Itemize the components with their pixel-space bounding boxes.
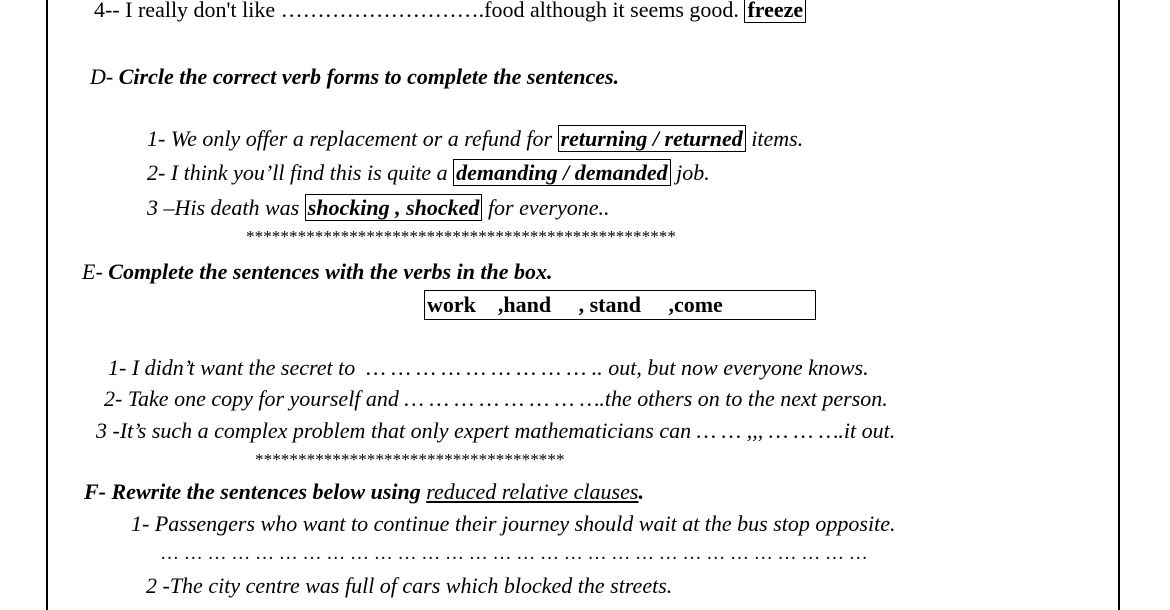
item-text: 1- We only offer a replacement or a refund for	[147, 126, 558, 151]
section-e-instruction: Complete the sentences with the verbs in the box.	[108, 259, 553, 284]
verb-word-box: work ,hand , stand ,come	[424, 290, 816, 320]
item-4-text: 4-- I really don't like ……………………….food although it seems good.	[94, 0, 745, 22]
item-text: 3 –His death was	[147, 195, 305, 220]
section-e-item-2: 2- Take one copy for yourself and … … … … … … … ….the others on to the next person.	[104, 386, 888, 411]
page-border-right	[1118, 0, 1120, 610]
section-d-item-2	[147, 160, 710, 186]
page-border-left	[46, 0, 48, 610]
section-f-item-2: 2 -The city centre was full of cars which blocked the streets.	[146, 573, 673, 598]
choice-box[interactable]: returning / returned	[558, 125, 746, 152]
section-f-period: .	[638, 479, 644, 504]
section-e-item-3: 3 -It’s such a complex problem that only expert mathematicians can … … ,,, … … ….it out.	[96, 418, 896, 443]
section-e-heading	[82, 259, 553, 285]
section-d-divider: **************************************************	[246, 227, 676, 246]
section-d-item-3	[147, 195, 610, 221]
section-d-item-1	[147, 126, 803, 152]
section-f-underlined-term: reduced relative clauses	[426, 479, 639, 504]
item-text: items.	[745, 126, 804, 151]
item-text: for everyone..	[482, 195, 610, 220]
choice-box[interactable]: shocking , shocked	[305, 194, 483, 221]
answer-dotted-line[interactable]: … … … … … … … … … … … … … … … … … … … … … … … … … … … … … …	[160, 543, 868, 564]
section-d-prefix: D-	[90, 64, 119, 89]
section-f-item-1: 1- Passengers who want to continue their journey should wait at the bus stop opposite.	[131, 511, 896, 536]
exercise-item-4	[94, 0, 806, 23]
choice-box[interactable]: demanding / demanded	[453, 159, 670, 186]
section-e-prefix: E-	[82, 259, 109, 284]
item-4-boxed-word: freeze	[744, 0, 806, 23]
section-f-heading	[84, 479, 644, 505]
item-text: job.	[670, 160, 710, 185]
section-d-instruction: Circle the correct verb forms to complete the sentences.	[118, 64, 620, 89]
item-text: 2- I think you’ll find this is quite a	[147, 160, 454, 185]
section-e-divider: ************************************	[255, 450, 565, 469]
section-f-prefix: F-	[84, 479, 112, 504]
section-f-instruction: Rewrite the sentences below using	[111, 479, 427, 504]
section-e-item-1: 1- I didn’t want the secret to … … … … … … … … … .. out, but now everyone knows.	[108, 355, 869, 380]
section-d-heading	[90, 64, 619, 90]
